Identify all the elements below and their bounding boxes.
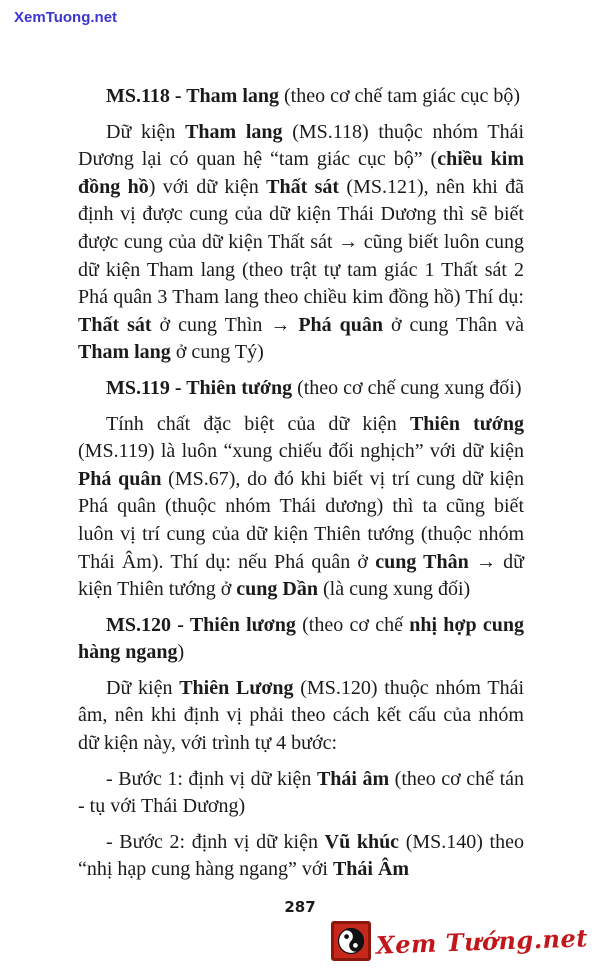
- text-segment: (MS.118) thuộc nhóm Thái Dương lại có quan hệ “tam giác cục bộ” (: [78, 120, 524, 171]
- text-segment: Vũ khúc: [324, 830, 400, 853]
- site-logo[interactable]: [331, 921, 588, 961]
- text-segment: ở cung Thìn →: [151, 313, 299, 336]
- text-segment: cung Dần: [236, 578, 318, 601]
- text-segment: (MS.120) thuộc nhóm Thái âm, nên khi định vị phải theo cách kết cấu của nhóm dữ kiện này, với trình tự 4 bước:: [78, 676, 525, 755]
- step-2: [78, 829, 524, 884]
- page-number: 287: [284, 898, 316, 916]
- para-ms120: [78, 675, 524, 758]
- heading-ms119: [78, 375, 524, 403]
- text-segment: nhị hợp cung hàng ngang: [78, 613, 525, 664]
- heading-ms120: [78, 612, 524, 667]
- text-segment: - Bước 2: định vị dữ kiện: [106, 830, 325, 853]
- text-segment: MS.118 - Tham lang: [106, 85, 279, 107]
- text-segment: Dữ kiện: [106, 120, 186, 143]
- para-ms119: [78, 411, 524, 604]
- text-segment: Phá quân: [298, 313, 384, 336]
- text-segment: cung Thân: [375, 550, 469, 573]
- text-segment: (MS.121), nên khi đã định vị được cung của dữ kiện Thái Dương thì sẽ biết được cung của dữ kiện Thất sát → cũng biết luôn cung dữ kiện Tham lang (theo trật tự tam giác 1 Thất sát 2 Phá quân 3 Tham lang theo chiều kim đồng hồ) Thí dụ:: [78, 175, 524, 309]
- text-segment: (theo cơ chế cung xung đối): [292, 376, 522, 399]
- text-segment: (MS.67), do đó khi biết vị trí cung dữ kiện Phá quân (thuộc nhóm Thái dương) thì ta cũng biết luôn vị trí cung của dữ kiện Thiên tướng (thuộc nhóm Thái Âm). Thí dụ: nếu Phá quân ở: [78, 467, 524, 573]
- text-segment: Thất sát: [78, 313, 152, 336]
- text-segment: Tham lang: [78, 341, 171, 364]
- text-segment: - Bước 1: định vị dữ kiện: [106, 767, 317, 790]
- text-segment: ) với dữ kiện: [148, 175, 267, 198]
- text-segment: Thất sát: [266, 175, 340, 198]
- text-segment: Dữ kiện: [106, 676, 180, 699]
- text-segment: (là cung xung đối): [317, 578, 471, 601]
- heading-ms118: [78, 83, 524, 111]
- text-segment: Thái Âm: [332, 858, 410, 881]
- text-segment: Thiên tướng: [409, 412, 524, 435]
- text-segment: (theo cơ chế tam giác cục bộ): [279, 85, 521, 107]
- text-segment: MS.120 - Thiên lương: [106, 613, 296, 636]
- text-segment: ở cung Thân và: [383, 313, 524, 336]
- text-segment: (theo cơ chế: [295, 613, 410, 636]
- text-segment: Tính chất đặc biệt của dữ kiện: [106, 412, 410, 435]
- text-segment: (theo cơ chế tán - tụ với Thái Dương): [78, 767, 524, 818]
- step-1: [78, 766, 524, 821]
- text-segment: (MS.119) là luôn “xung chiếu đối nghịch” với dữ kiện: [78, 440, 524, 463]
- text-segment: ở cung Tý): [170, 341, 264, 364]
- text-segment: → dữ kiện Thiên tướng ở: [78, 550, 524, 601]
- page-text: [78, 83, 524, 892]
- yin-yang-icon: [331, 921, 371, 961]
- text-segment: Thái âm: [316, 767, 390, 790]
- text-segment: ): [177, 641, 185, 664]
- text-segment: Tham lang: [185, 120, 283, 143]
- text-segment: MS.119 - Thiên tướng: [106, 376, 293, 399]
- para-ms118: [78, 119, 524, 367]
- text-segment: Phá quân: [78, 467, 162, 490]
- watermark-link[interactable]: XemTuong.net: [14, 9, 118, 26]
- site-logo-text: Xem Tướng.net: [375, 922, 589, 960]
- text-segment: Thiên Lương: [179, 676, 294, 699]
- text-segment: (MS.140) theo “nhị hạp cung hàng ngang” với: [78, 830, 524, 881]
- text-segment: chiều kim đồng hồ: [78, 148, 524, 198]
